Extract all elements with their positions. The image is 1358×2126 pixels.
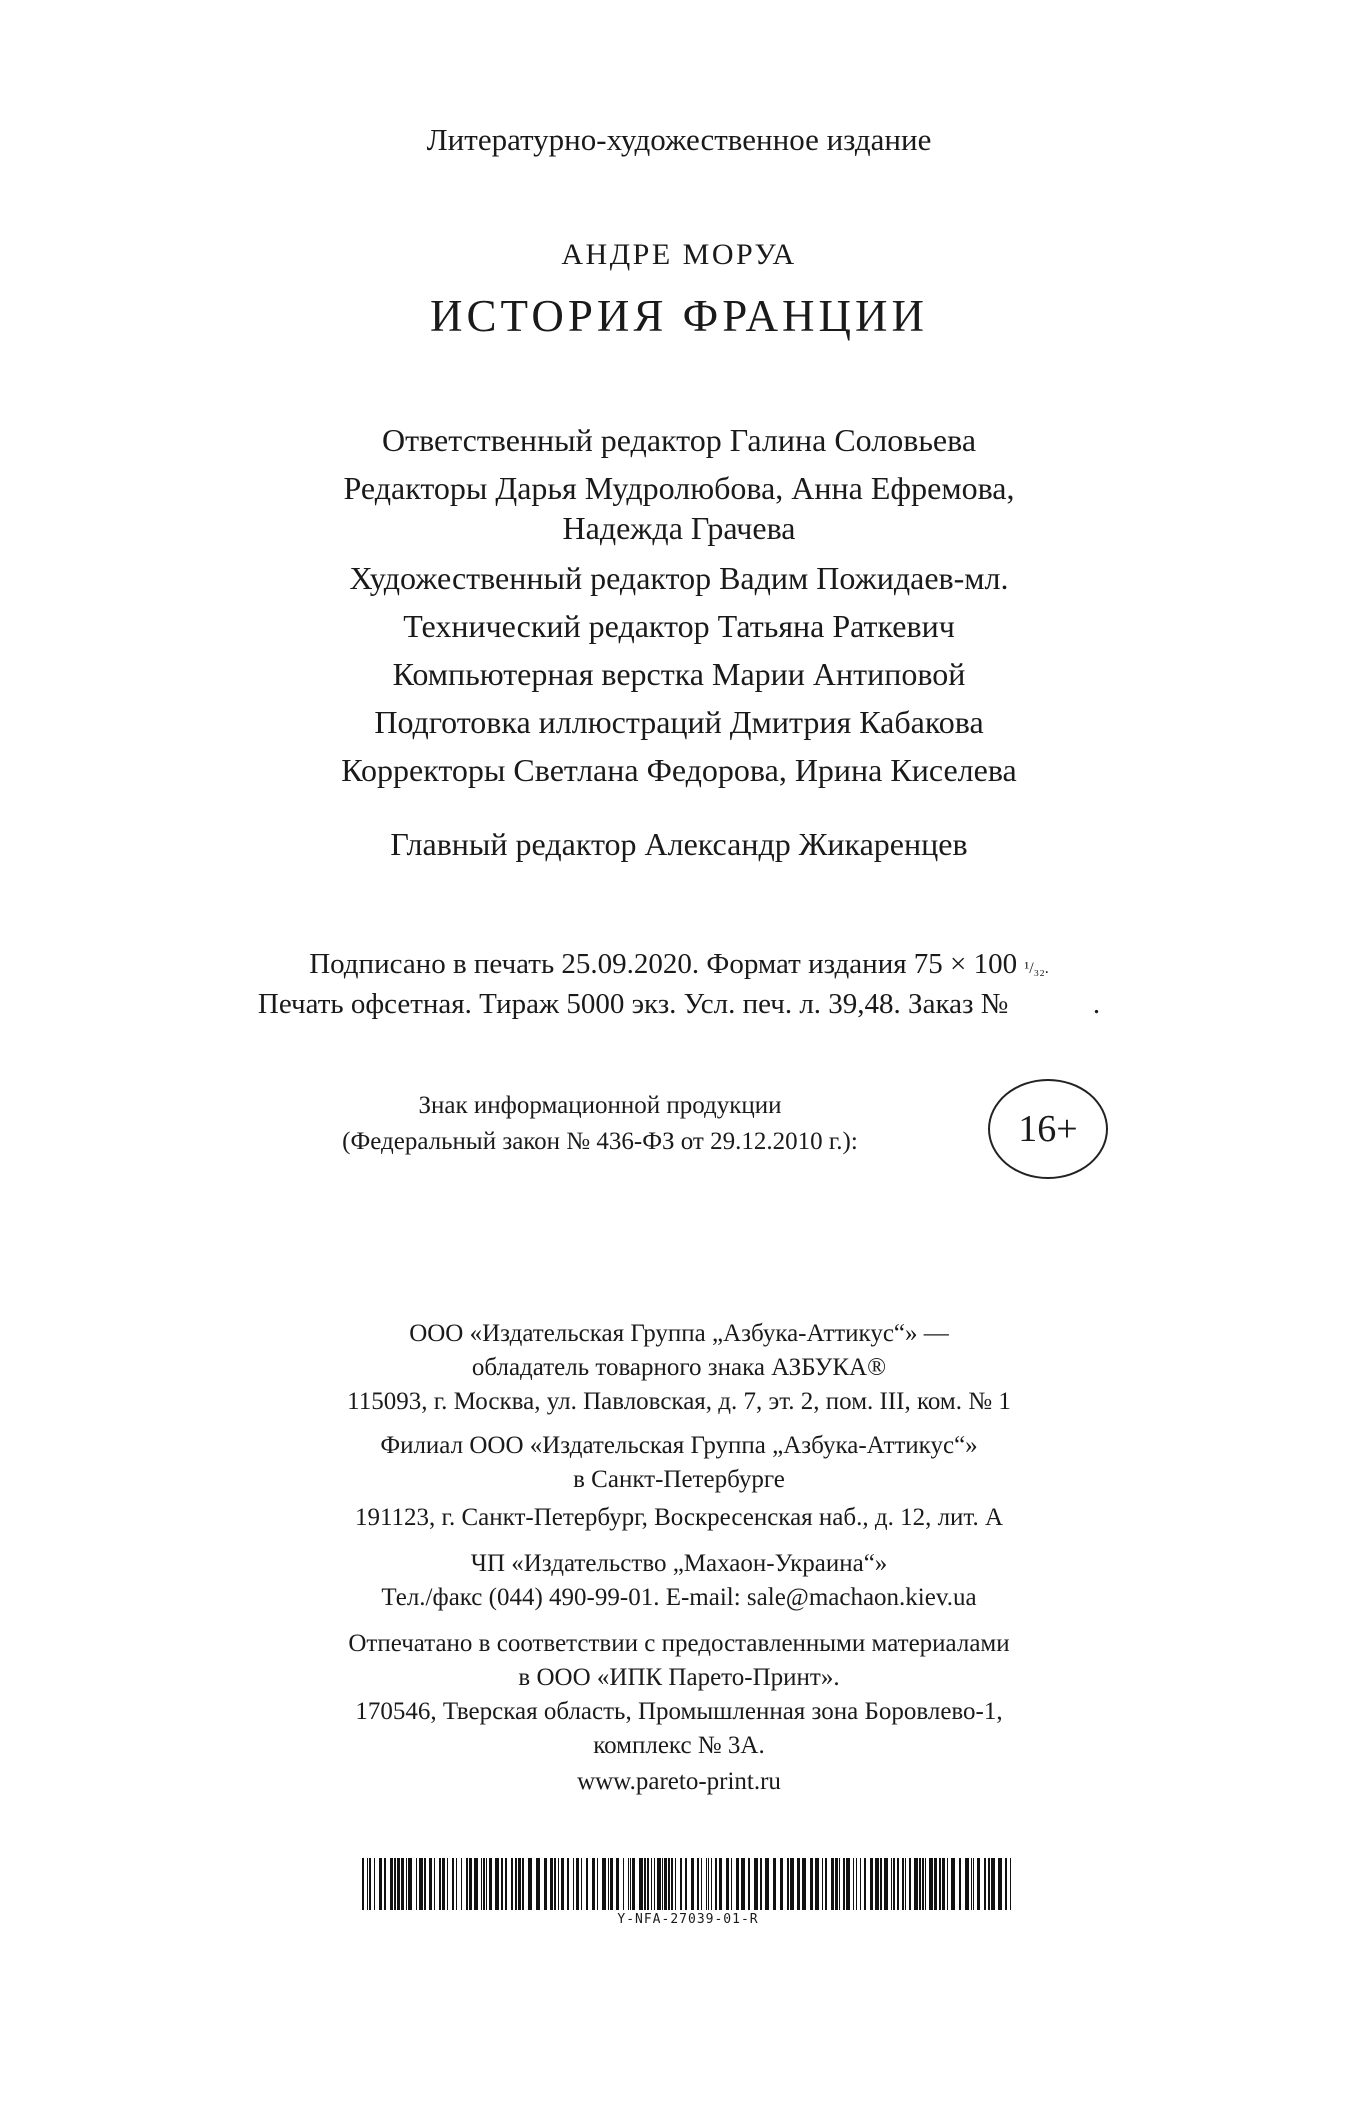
publisher-website: www.pareto-print.ru [577,1768,781,1795]
author-name: АНДРЕ МОРУА [561,238,797,271]
publisher-line3: 115093, г. Москва, ул. Павловская, д. 7, эт. 2, пом. III, ком. № 1 [347,1388,1011,1415]
publisher-line8: Тел./факс (044) 490-99-01. E-mail: sale@machaon.kiev.ua [381,1584,977,1611]
barcode-icon [362,1858,1014,1910]
publisher-line4: Филиал ООО «Издательская Группа „Азбука-Аттикус“» [380,1432,978,1459]
credit-art-editor: Художественный редактор Вадим Пожидаев-мл. [349,560,1009,596]
credit-responsible-editor: Ответственный редактор Галина Соловьева [381,422,977,458]
age-rating-line1: Знак информационной продукции [418,1092,782,1119]
credit-editors-line2: Надежда Грачева [562,510,796,546]
credit-proofreaders: Корректоры Светлана Федорова, Ирина Киселева [341,752,1017,788]
print-format-fraction: ¹/₃₂. [1024,960,1049,977]
publisher-line11: 170546, Тверская область, Промышленная зона Боровлево-1, [355,1698,1003,1725]
publisher-line6: 191123, г. Санкт-Петербург, Воскресенская наб., д. 12, лит. А [354,1504,1004,1531]
genre-line: Литературно-художественное издание [426,122,932,157]
publisher-line2: обладатель товарного знака АЗБУКА® [471,1354,887,1381]
publisher-line12: комплекс № 3А. [593,1732,765,1759]
credit-editors-line1: Редакторы Дарья Мудролюбова, Анна Ефремова, [343,470,1015,506]
age-rating-badge [988,1079,1108,1179]
credit-tech-editor: Технический редактор Татьяна Раткевич [403,608,955,644]
book-title: ИСТОРИЯ ФРАНЦИИ [429,291,928,341]
print-info-line2-text: Печать офсетная. Тираж 5000 экз. Усл. печ. л. 39,48. Заказ № [257,988,1009,1020]
print-info-line2 [0,988,1358,1021]
print-info-line2-end: . [1092,988,1101,1020]
credit-illustrations: Подготовка иллюстраций Дмитрия Кабакова [374,704,984,740]
print-info-line1 [0,948,1358,981]
publisher-line1: ООО «Издательская Группа „Азбука-Аттикус“» — [409,1320,949,1347]
age-rating-value: 16+ [1018,1108,1078,1150]
credit-chief-editor: Главный редактор Александр Жикаренцев [390,826,968,862]
publisher-line10: в ООО «ИПК Парето-Принт». [518,1664,840,1691]
barcode-label: Y-NFA-27039-01-R [617,1912,759,1927]
credit-layout: Компьютерная верстка Марии Антиповой [392,656,966,692]
publisher-line7: ЧП «Издательство „Махаон-Украина“» [470,1550,888,1577]
publisher-line9: Отпечатано в соответствии с предоставленными материалами [348,1630,1010,1657]
age-rating-line2: (Федеральный закон № 436-ФЗ от 29.12.2010 г.): [342,1128,858,1155]
print-info-line1-text: Подписано в печать 25.09.2020. Формат издания 75 × 100 [309,948,1018,980]
publisher-line5: в Санкт-Петербурге [573,1466,785,1493]
